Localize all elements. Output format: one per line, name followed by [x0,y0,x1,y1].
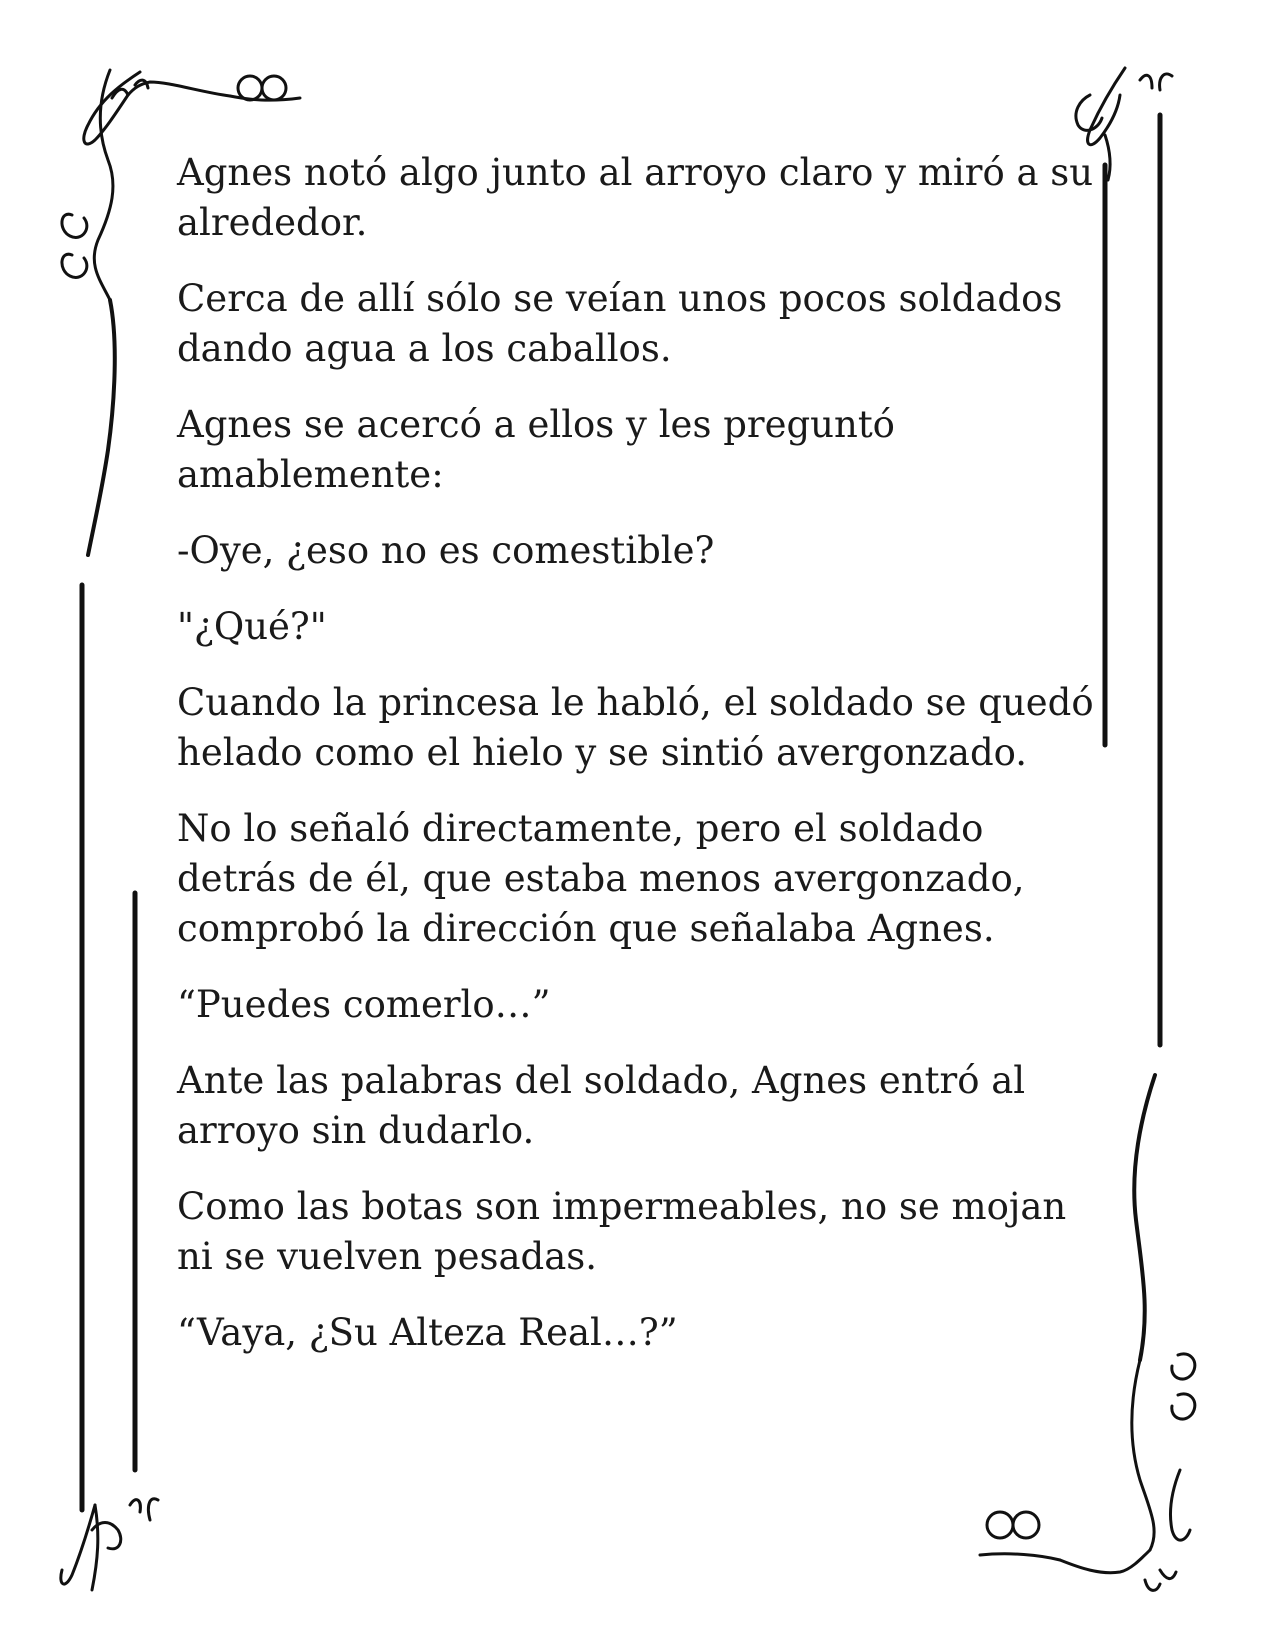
paragraph: Como las botas son impermeables, no se mojan ni se vuelven pesadas. [177,1185,1067,1278]
paragraph: “Puedes comerlo…” [177,983,551,1026]
paragraph: Cuando la princesa le habló, el soldado se quedó helado como el hielo y se sintió avergonzado. [177,681,1094,774]
paragraph: No lo señaló directamente, pero el soldado detrás de él, que estaba menos avergonzado, comprobó la dirección que señalaba Agnes. [177,807,1025,950]
bottom-left-flourish-icon [61,1499,158,1590]
paragraph: Ante las palabras del soldado, Agnes entró al arroyo sin dudarlo. [177,1059,1026,1152]
story-text [177,148,1097,1384]
paragraph: Cerca de allí sólo se veían unos pocos soldados dando agua a los caballos. [177,277,1063,370]
paragraph: “Vaya, ¿Su Alteza Real…?” [177,1311,678,1354]
paragraph: -Oye, ¿eso no es comestible? [177,529,715,572]
paragraph: Agnes se acercó a ellos y les preguntó amablemente: [177,403,895,496]
paragraph: "¿Qué?" [177,605,327,648]
paragraph: Agnes notó algo junto al arroyo claro y miró a su alrededor. [177,151,1094,244]
